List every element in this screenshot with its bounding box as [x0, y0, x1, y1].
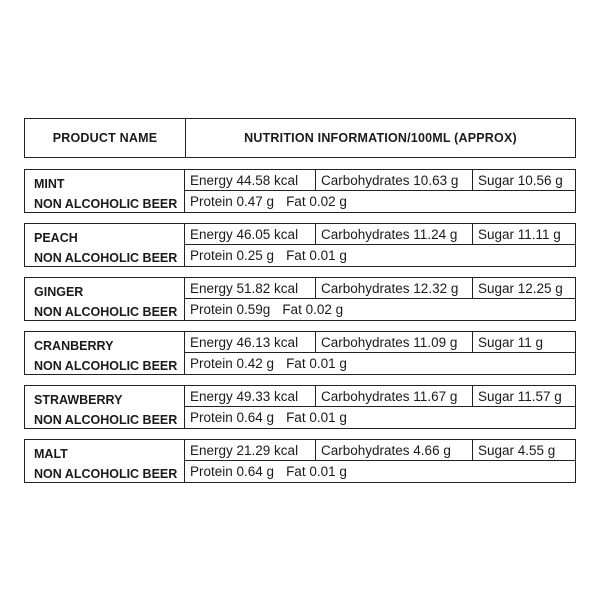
product-name: GINGER	[34, 285, 84, 299]
product-type: NON ALCOHOLIC BEER	[34, 305, 178, 319]
nutrition-row-primary	[185, 278, 575, 299]
header-product-name: PRODUCT NAME	[25, 119, 186, 157]
protein-value: Protein 0.59g	[190, 301, 271, 317]
protein-value: Protein 0.64 g	[190, 463, 275, 479]
nutrition-row-secondary	[185, 461, 575, 481]
carbohydrates-value: Carbohydrates 11.09 g	[316, 332, 473, 352]
header-nutrition-info: NUTRITION INFORMATION/100ML (APPROX)	[244, 131, 517, 145]
energy-value: Energy 46.05 kcal	[185, 224, 316, 244]
product-row-mint	[24, 169, 576, 213]
nutrition-row-primary	[185, 224, 575, 245]
nutrition-cell	[185, 440, 575, 482]
energy-value: Energy 51.82 kcal	[185, 278, 316, 298]
nutrition-row-secondary	[185, 407, 575, 427]
carbohydrates-value: Carbohydrates 10.63 g	[316, 170, 473, 190]
product-row-peach	[24, 223, 576, 267]
sugar-value: Sugar 11 g	[478, 334, 544, 350]
product-type: NON ALCOHOLIC BEER	[34, 467, 178, 481]
fat-value: Fat 0.01 g	[286, 409, 347, 425]
protein-value: Protein 0.64 g	[190, 409, 275, 425]
carbohydrates-value: Carbohydrates 11.67 g	[316, 386, 473, 406]
product-type: NON ALCOHOLIC BEER	[34, 251, 178, 265]
product-row-malt	[24, 439, 576, 483]
energy-value: Energy 49.33 kcal	[185, 386, 316, 406]
nutrition-row-primary	[185, 332, 575, 353]
sugar-value: Sugar 11.57 g	[478, 388, 562, 404]
nutrition-table	[24, 118, 576, 482]
nutrition-cell	[185, 278, 575, 320]
nutrition-cell	[185, 170, 575, 212]
nutrition-row-secondary	[185, 299, 575, 319]
product-type: NON ALCOHOLIC BEER	[34, 413, 178, 427]
fat-value: Fat 0.02 g	[286, 193, 347, 209]
fat-value: Fat 0.01 g	[286, 463, 347, 479]
fat-value: Fat 0.01 g	[286, 247, 347, 263]
fat-value: Fat 0.02 g	[282, 301, 344, 317]
nutrition-row-primary	[185, 440, 575, 461]
product-name: MALT	[34, 447, 68, 461]
energy-value: Energy 21.29 kcal	[185, 440, 316, 460]
energy-value: Energy 46.13 kcal	[185, 332, 316, 352]
protein-value: Protein 0.42 g	[190, 355, 275, 371]
carbohydrates-value: Carbohydrates 12.32 g	[316, 278, 473, 298]
nutrition-cell	[185, 386, 575, 428]
product-name: CRANBERRY	[34, 339, 114, 353]
product-name: MINT	[34, 177, 65, 191]
nutrition-row-secondary	[185, 245, 575, 265]
carbohydrates-value: Carbohydrates 4.66 g	[316, 440, 473, 460]
sugar-value: Sugar 4.55 g	[478, 442, 556, 458]
sugar-value: Sugar 12.25 g	[478, 280, 563, 296]
product-row-strawberry	[24, 385, 576, 429]
nutrition-row-primary	[185, 386, 575, 407]
product-name-cell	[25, 278, 185, 320]
fat-value: Fat 0.01 g	[286, 355, 347, 371]
sugar-value: Sugar 11.11 g	[478, 226, 561, 242]
product-name-cell	[25, 170, 185, 212]
product-name: STRAWBERRY	[34, 393, 123, 407]
sugar-value: Sugar 10.56 g	[478, 172, 563, 188]
product-name-cell	[25, 332, 185, 374]
nutrition-row-secondary	[185, 353, 575, 373]
energy-value: Energy 44.58 kcal	[185, 170, 316, 190]
product-row-cranberry	[24, 331, 576, 375]
product-type: NON ALCOHOLIC BEER	[34, 359, 178, 373]
product-name-cell	[25, 386, 185, 428]
nutrition-row-secondary	[185, 191, 575, 211]
product-type: NON ALCOHOLIC BEER	[34, 197, 178, 211]
product-row-ginger	[24, 277, 576, 321]
product-name-cell	[25, 440, 185, 482]
product-name-cell	[25, 224, 185, 266]
table-header	[24, 118, 576, 158]
nutrition-cell	[185, 224, 575, 266]
protein-value: Protein 0.25 g	[190, 247, 275, 263]
protein-value: Protein 0.47 g	[190, 193, 275, 209]
nutrition-cell	[185, 332, 575, 374]
product-name: PEACH	[34, 231, 78, 245]
carbohydrates-value: Carbohydrates 11.24 g	[316, 224, 473, 244]
nutrition-row-primary	[185, 170, 575, 191]
